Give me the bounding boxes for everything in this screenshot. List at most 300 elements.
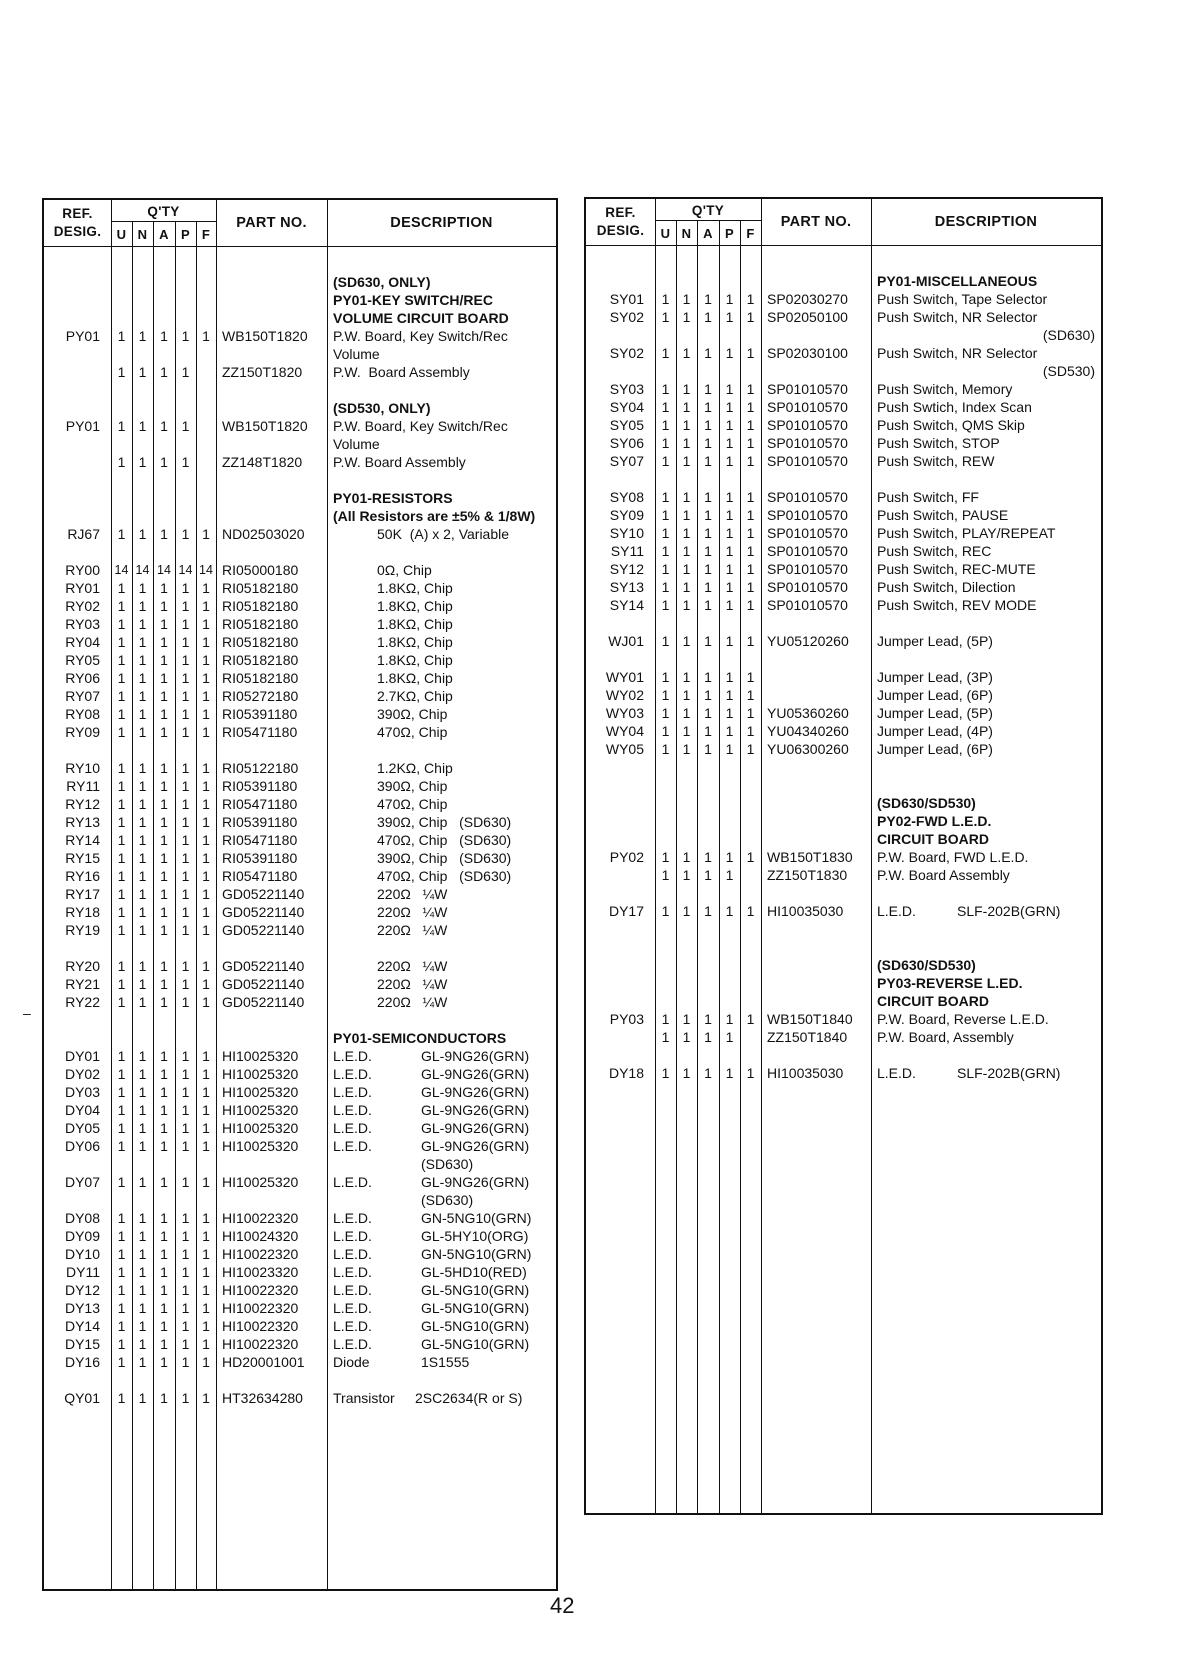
- description-detail: GL-9NG26(GRN): [421, 1048, 530, 1064]
- table-row: [44, 723, 556, 741]
- part-number: ND02503020: [222, 526, 305, 542]
- part-number: SP01010570: [767, 507, 848, 523]
- ref-desig: DY11: [66, 1264, 100, 1280]
- ref-desig: RY19: [65, 922, 100, 938]
- qty-value: 1: [138, 598, 147, 614]
- table-row: [44, 1137, 556, 1155]
- table-row: [44, 597, 556, 615]
- qty-value: 1: [202, 922, 210, 938]
- part-number: GD05221140: [222, 976, 305, 992]
- qty-value: 1: [160, 1264, 168, 1280]
- description: Push Switch, Tape Selector: [877, 291, 1048, 307]
- table-row: [586, 974, 1101, 992]
- table-row: [586, 380, 1101, 398]
- part-number: HI10025320: [222, 1048, 299, 1064]
- table-row: [44, 579, 556, 597]
- table-row: [44, 975, 556, 993]
- qty-value: 1: [181, 706, 190, 722]
- qty-value: 1: [138, 976, 147, 992]
- description: Push Switch, QMS Skip: [877, 417, 1025, 433]
- table-row: [44, 633, 556, 651]
- description-detail: GN-5NG10(GRN): [421, 1246, 532, 1262]
- description: 220Ω ¼W: [377, 886, 448, 902]
- description-detail: GL-5NG10(GRN): [421, 1300, 530, 1316]
- part-number: SP02030270: [767, 291, 848, 307]
- description: L.E.D.: [333, 1246, 372, 1262]
- qty-value: 1: [725, 1065, 734, 1081]
- table-row: [44, 327, 556, 345]
- qty-value: 1: [661, 849, 670, 865]
- qty-value: 1: [181, 1282, 190, 1298]
- qty-value: 1: [704, 1029, 712, 1045]
- part-number: SP01010570: [767, 543, 848, 559]
- description: 390Ω, Chip (SD630): [377, 850, 512, 866]
- part-number: HI10025320: [222, 1084, 299, 1100]
- table-row: [586, 362, 1101, 380]
- part-number: SP01010570: [767, 597, 848, 613]
- ref-desig: DY13: [64, 1300, 100, 1316]
- qty-value: 1: [661, 291, 670, 307]
- description: 50K (A) x 2, Variable: [377, 526, 510, 542]
- part-number: WB150T1830: [767, 849, 853, 865]
- qty-value: 1: [117, 1084, 126, 1100]
- qty-value: 1: [117, 1318, 126, 1334]
- description: 2.7KΩ, Chip: [377, 688, 453, 704]
- qty-value: 1: [704, 417, 712, 433]
- qty-value: 1: [181, 454, 190, 470]
- qty-value: 1: [138, 760, 147, 776]
- qty-value: 1: [725, 525, 734, 541]
- ref-desig: RY22: [65, 994, 100, 1010]
- qty-value: 1: [160, 868, 168, 884]
- ref-desig: SY08: [609, 489, 644, 505]
- qty-value: 1: [746, 669, 755, 685]
- description: 220Ω ¼W: [377, 958, 448, 974]
- qty-value: 1: [181, 418, 190, 434]
- ref-header-line2: DESIG.: [596, 223, 645, 238]
- ref-desig: DY02: [64, 1066, 100, 1082]
- part-number: HI10022320: [222, 1282, 299, 1298]
- qty-value: 1: [725, 903, 734, 919]
- qty-value: 1: [202, 526, 210, 542]
- qty-value: 1: [117, 1282, 126, 1298]
- qty-value: 1: [181, 616, 190, 632]
- qty-value: 1: [138, 778, 147, 794]
- qty-value: 1: [704, 489, 712, 505]
- qty-value: 1: [202, 1066, 210, 1082]
- ref-desig: DY14: [64, 1318, 100, 1334]
- table-row: [586, 794, 1101, 812]
- table-row: [586, 740, 1101, 758]
- qty-value: 1: [704, 669, 712, 685]
- qty-value: 1: [202, 886, 210, 902]
- qty-value: 1: [138, 1336, 147, 1352]
- ref-desig: SY04: [609, 399, 644, 415]
- part-number: SP02030100: [767, 345, 848, 361]
- qty-value: 1: [661, 705, 670, 721]
- description: 470Ω, Chip: [377, 796, 448, 812]
- qty-value: 1: [138, 886, 147, 902]
- description: L.E.D.: [877, 1065, 916, 1081]
- table-row: [44, 759, 556, 777]
- ref-desig: WY05: [605, 741, 644, 757]
- qty-value: 1: [181, 1210, 190, 1226]
- qty-value: 1: [181, 1300, 190, 1316]
- qty-value: 1: [682, 849, 691, 865]
- qty-value: 1: [160, 976, 168, 992]
- qty-value: 14: [178, 563, 193, 577]
- part-number: SP02050100: [767, 309, 848, 325]
- qty-value: 1: [202, 994, 210, 1010]
- qty-value: 1: [181, 868, 190, 884]
- table-row: [44, 1065, 556, 1083]
- description-detail: GL-5NG10(GRN): [421, 1282, 530, 1298]
- qty-value: 1: [181, 670, 190, 686]
- qty-value: 1: [160, 1084, 168, 1100]
- table-row: [44, 1245, 556, 1263]
- qty-value: 1: [160, 1174, 168, 1190]
- description: PY01-SEMICONDUCTORS: [333, 1030, 507, 1046]
- part-number: SP01010570: [767, 489, 848, 505]
- qty-value: 1: [117, 778, 126, 794]
- qty-value: 1: [117, 580, 126, 596]
- qty-value: 1: [682, 435, 691, 451]
- qty-value: 1: [746, 381, 755, 397]
- qty-value: 1: [202, 760, 210, 776]
- part-number: YU05360260: [767, 705, 849, 721]
- qty-value: 1: [160, 958, 168, 974]
- part-number: ZZ148T1820: [222, 454, 303, 470]
- qty-value: 1: [117, 1102, 126, 1118]
- part-number: HT32634280: [222, 1390, 303, 1406]
- qty-value: 1: [160, 418, 168, 434]
- qty-value: 1: [138, 454, 147, 470]
- qty-value: 1: [181, 364, 190, 380]
- description: L.E.D.: [333, 1318, 372, 1334]
- qty-value: 1: [160, 796, 168, 812]
- ref-desig: DY01: [64, 1048, 100, 1064]
- table-row: [44, 561, 556, 579]
- qty-value: 1: [138, 670, 147, 686]
- qty-value: 1: [746, 525, 755, 541]
- ref-desig: DY04: [64, 1102, 100, 1118]
- description-detail: GL-9NG26(GRN): [421, 1084, 530, 1100]
- qty-value: 1: [160, 904, 168, 920]
- qty-value: 1: [160, 1336, 168, 1352]
- description: 220Ω ¼W: [377, 922, 448, 938]
- qty-value: 1: [202, 670, 210, 686]
- qty-value: 1: [117, 418, 126, 434]
- qty-value: 1: [117, 994, 126, 1010]
- qty-value: 1: [725, 291, 734, 307]
- qty-value: 1: [117, 1120, 126, 1136]
- qty-value: 1: [160, 580, 168, 596]
- qty-value: 1: [160, 1228, 168, 1244]
- qty-value: 1: [746, 435, 755, 451]
- qty-value: 1: [661, 597, 670, 613]
- ref-desig: DY16: [64, 1354, 100, 1370]
- qty-value: 1: [682, 1065, 691, 1081]
- qty-value: 1: [661, 1065, 670, 1081]
- part-number: HI10025320: [222, 1174, 299, 1190]
- description: 1.2KΩ, Chip: [377, 760, 453, 776]
- qty-value: 1: [117, 958, 126, 974]
- table-row: [586, 308, 1101, 326]
- ref-desig: RY20: [65, 958, 100, 974]
- description: L.E.D.: [333, 1174, 372, 1190]
- qty-value: 1: [725, 723, 734, 739]
- qty-value: 1: [181, 976, 190, 992]
- table-row: [44, 903, 556, 921]
- qty-value: 1: [661, 543, 670, 559]
- description-detail: GL-5HD10(RED): [421, 1264, 527, 1280]
- margin-mark: –: [23, 1005, 31, 1021]
- qty-value: 1: [160, 598, 168, 614]
- qty-value: 1: [181, 778, 190, 794]
- table-row: [44, 1191, 556, 1209]
- qty-value: 1: [160, 760, 168, 776]
- part-number: RI05471180: [222, 868, 298, 884]
- qty-value: 1: [682, 687, 691, 703]
- description: Push Switch, STOP: [877, 435, 1000, 451]
- qty-value: 1: [117, 1390, 126, 1406]
- qty-value: 1: [202, 1084, 210, 1100]
- qty-value: 1: [117, 1138, 126, 1154]
- table-row: [586, 542, 1101, 560]
- table-row: [44, 417, 556, 435]
- qty-value: 1: [160, 886, 168, 902]
- part-number: RI05182180: [222, 634, 299, 650]
- part-number: GD05221140: [222, 922, 305, 938]
- qty-value: 1: [160, 1210, 168, 1226]
- qty-value: 1: [746, 705, 755, 721]
- description: Push Switch, REW: [877, 453, 995, 469]
- part-number: WB150T1820: [222, 328, 308, 344]
- table-row: [44, 489, 556, 507]
- description: 1.8KΩ, Chip: [377, 652, 453, 668]
- description: PY01-MISCELLANEOUS: [877, 273, 1038, 289]
- qty-value: 1: [725, 489, 734, 505]
- ref-desig: SY07: [609, 453, 644, 469]
- qty-value: 1: [682, 579, 691, 595]
- qty-value: 1: [181, 1084, 190, 1100]
- table-row: [44, 453, 556, 471]
- part-number: RI05471180: [222, 832, 298, 848]
- description: Push Switch, Memory: [877, 381, 1013, 397]
- qty-value: 1: [117, 1300, 126, 1316]
- qty-value: 1: [181, 850, 190, 866]
- qty-value: 1: [138, 1084, 147, 1100]
- qty-value: 1: [746, 417, 755, 433]
- qty-col-header-f: F: [201, 226, 211, 242]
- table-row: [44, 1155, 556, 1173]
- qty-value: 1: [725, 507, 734, 523]
- qty-value: 1: [746, 579, 755, 595]
- ref-desig: SY10: [609, 525, 644, 541]
- qty-value: 1: [202, 616, 210, 632]
- table-row: [586, 848, 1101, 866]
- qty-value: 1: [682, 543, 691, 559]
- qty-value: 1: [746, 1011, 755, 1027]
- ref-desig: RY12: [65, 796, 100, 812]
- qty-value: 1: [682, 345, 691, 361]
- description-detail: GN-5NG10(GRN): [421, 1210, 532, 1226]
- parts-table-left: [42, 198, 558, 1591]
- qty-value: 1: [160, 1282, 168, 1298]
- qty-value: 1: [117, 796, 126, 812]
- qty-value: 1: [117, 976, 126, 992]
- description-header: DESCRIPTION: [934, 214, 1038, 230]
- part-number: SP01010570: [767, 561, 848, 577]
- ref-desig: SY01: [609, 291, 644, 307]
- qty-value: 1: [117, 1210, 126, 1226]
- qty-value: 1: [117, 598, 126, 614]
- part-number: HI10024320: [222, 1228, 299, 1244]
- ref-desig: RY16: [65, 868, 100, 884]
- part-number: SP01010570: [767, 399, 848, 415]
- qty-value: 1: [746, 687, 755, 703]
- description: Push Switch, NR Selector: [877, 309, 1038, 325]
- qty-value: 1: [746, 291, 755, 307]
- part-number: RI05182180: [222, 580, 299, 596]
- qty-value: 1: [661, 579, 670, 595]
- table-row: [44, 1119, 556, 1137]
- qty-value: 1: [138, 994, 147, 1010]
- qty-value: 1: [661, 399, 670, 415]
- qty-value: 1: [704, 561, 712, 577]
- qty-value: 1: [682, 381, 691, 397]
- qty-value: 1: [181, 886, 190, 902]
- qty-value: 1: [661, 507, 670, 523]
- qty-value: 1: [117, 724, 126, 740]
- qty-value: 1: [160, 364, 168, 380]
- ref-desig: RY08: [65, 706, 100, 722]
- qty-value: 1: [138, 868, 147, 884]
- ref-desig: PY02: [609, 849, 644, 865]
- qty-value: 1: [117, 652, 126, 668]
- qty-value: 1: [181, 1354, 190, 1370]
- table-row: [44, 957, 556, 975]
- table-row: [44, 525, 556, 543]
- table-row: [586, 830, 1101, 848]
- qty-value: 1: [202, 976, 210, 992]
- qty-value: 1: [117, 850, 126, 866]
- description-detail: GL-9NG26(GRN): [421, 1120, 530, 1136]
- qty-value: 1: [202, 1228, 210, 1244]
- part-number: GD05221140: [222, 994, 305, 1010]
- qty-value: 1: [202, 706, 210, 722]
- ref-desig: DY10: [64, 1246, 100, 1262]
- ref-desig: SY02: [609, 345, 644, 361]
- description: P.W. Board Assembly: [333, 454, 466, 470]
- description: (SD530, ONLY): [333, 400, 431, 416]
- qty-value: 1: [117, 832, 126, 848]
- qty-value: 1: [117, 1246, 126, 1262]
- description: P.W. Board, FWD L.E.D.: [877, 849, 1029, 865]
- table-row: [44, 705, 556, 723]
- qty-value: 1: [746, 741, 755, 757]
- table-row: [44, 1335, 556, 1353]
- table-row: [586, 686, 1101, 704]
- qty-value: 1: [725, 669, 734, 685]
- qty-value: 1: [202, 832, 210, 848]
- description: L.E.D.: [333, 1228, 372, 1244]
- qty-rule: [655, 220, 761, 221]
- qty-value: 1: [202, 814, 210, 830]
- qty-value: 1: [202, 328, 210, 344]
- qty-value: 1: [725, 435, 734, 451]
- qty-value: 1: [138, 1102, 147, 1118]
- table-row: [44, 669, 556, 687]
- qty-value: 1: [725, 453, 734, 469]
- part-number: RI05391180: [222, 850, 298, 866]
- description: Volume: [333, 346, 380, 362]
- qty-value: 1: [138, 634, 147, 650]
- qty-value: 1: [202, 652, 210, 668]
- qty-value: 1: [138, 1210, 147, 1226]
- qty-value: 1: [746, 543, 755, 559]
- qty-value: 1: [138, 922, 147, 938]
- ref-desig: DY08: [64, 1210, 100, 1226]
- ref-desig: WY01: [605, 669, 644, 685]
- qty-value: 1: [160, 1354, 168, 1370]
- qty-value: 1: [117, 328, 126, 344]
- table-row: [586, 992, 1101, 1010]
- ref-header-line2: DESIG.: [53, 224, 102, 239]
- qty-value: 1: [746, 489, 755, 505]
- qty-value: 1: [202, 1138, 210, 1154]
- description-detail: (SD630): [421, 1156, 474, 1172]
- header-rule: [44, 246, 556, 247]
- table-row: [586, 1064, 1101, 1082]
- qty-value: 1: [661, 633, 670, 649]
- ref-desig: WJ01: [608, 633, 644, 649]
- qty-value: 1: [725, 633, 734, 649]
- qty-value: 1: [704, 381, 712, 397]
- description-detail: GL-9NG26(GRN): [421, 1102, 530, 1118]
- part-number: RI05471180: [222, 724, 298, 740]
- qty-value: 1: [117, 616, 126, 632]
- qty-value: 1: [160, 1048, 168, 1064]
- qty-value: 1: [138, 526, 147, 542]
- ref-desig: DY03: [64, 1084, 100, 1100]
- table-row: [586, 1028, 1101, 1046]
- qty-value: 1: [160, 616, 168, 632]
- table-row: [44, 291, 556, 309]
- qty-value: 1: [661, 903, 670, 919]
- qty-value: 1: [661, 309, 670, 325]
- description: L.E.D.: [333, 1282, 372, 1298]
- table-row: [44, 651, 556, 669]
- description-detail: SLF-202B(GRN): [957, 903, 1061, 919]
- qty-value: 1: [682, 597, 691, 613]
- qty-value: 1: [181, 1174, 190, 1190]
- description: 470Ω, Chip: [377, 724, 448, 740]
- qty-value: 1: [746, 309, 755, 325]
- qty-value: 1: [704, 345, 712, 361]
- table-row: [586, 434, 1101, 452]
- ref-desig: DY17: [608, 903, 644, 919]
- ref-desig-header: [586, 202, 655, 242]
- qty-value: 1: [746, 345, 755, 361]
- qty-header: Q'TY: [147, 203, 180, 219]
- qty-value: 1: [202, 580, 210, 596]
- qty-value: 1: [138, 1120, 147, 1136]
- description: P.W. Board, Key Switch/Rec: [333, 328, 508, 344]
- description: L.E.D.: [333, 1084, 372, 1100]
- description: Jumper Lead, (5P): [877, 633, 993, 649]
- ref-desig: SY12: [609, 561, 644, 577]
